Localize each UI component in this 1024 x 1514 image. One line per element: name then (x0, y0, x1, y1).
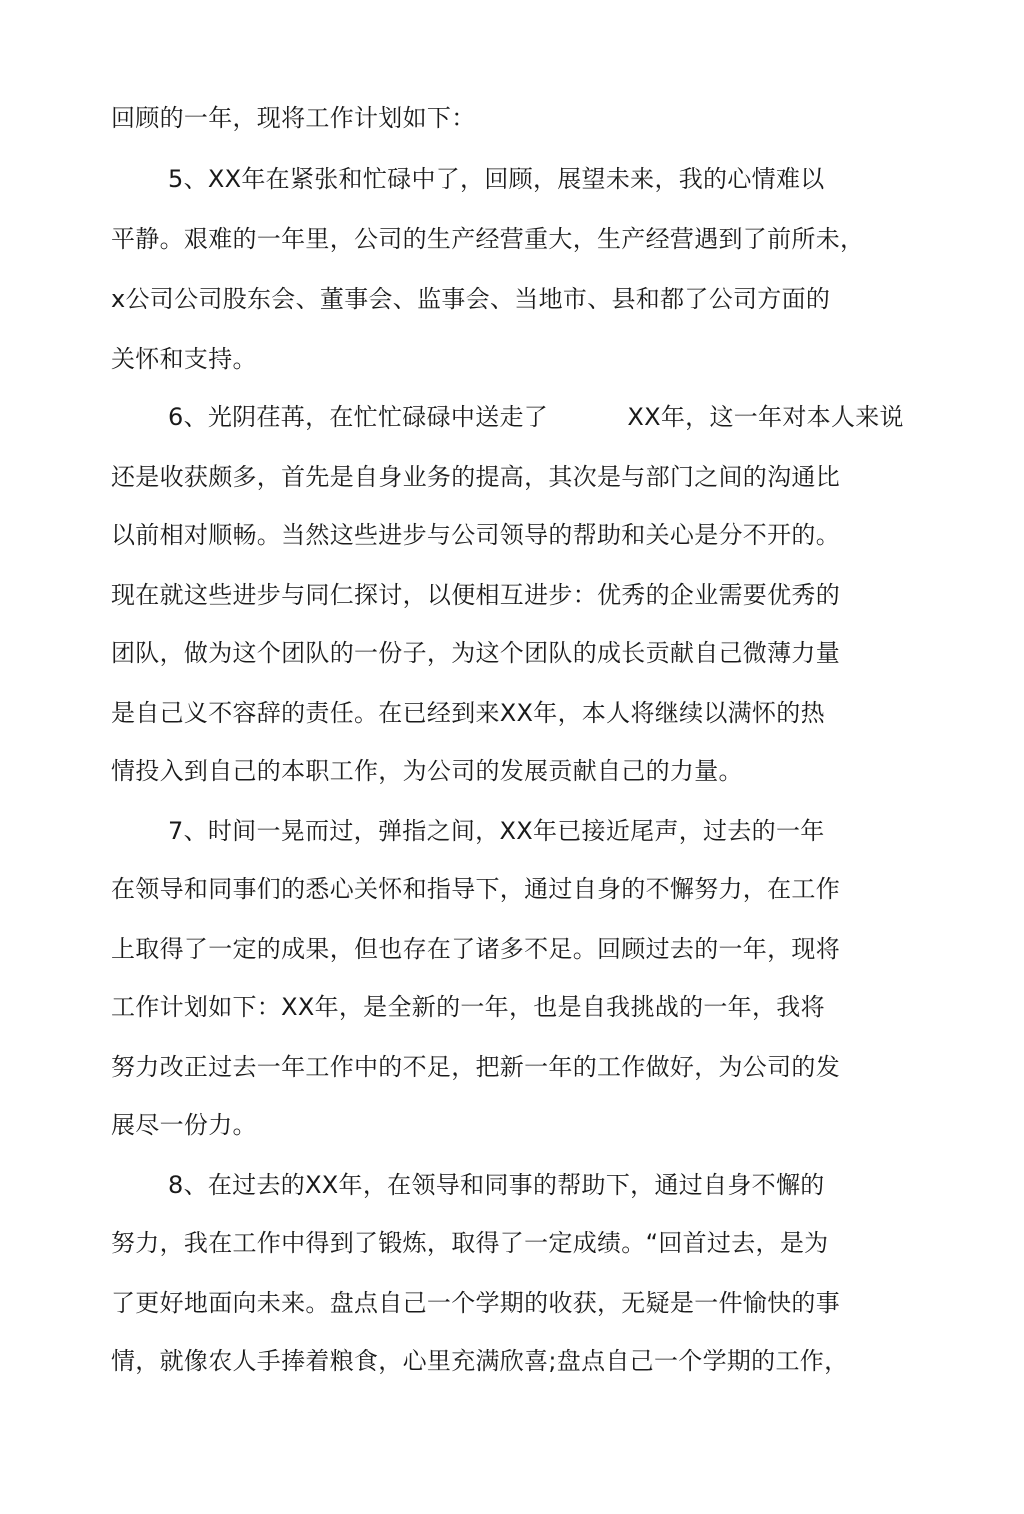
text-line: 团队，做为这个团队的一份子，为这个团队的成长贡献自己微薄力量 (111, 639, 840, 667)
text-line: 5、XX年在紧张和忙碌中了，回顾，展望未来，我的心情难以 (168, 165, 825, 193)
text-line: 情投入到自己的本职工作，为公司的发展贡献自己的力量。 (111, 757, 743, 785)
text-line: 现在就这些进步与同仁探讨，以便相互进步：优秀的企业需要优秀的 (111, 581, 840, 609)
text-line: 还是收获颇多，首先是自身业务的提高，其次是与部门之间的沟通比 (111, 463, 840, 491)
text-line: x公司公司股东会、董事会、监事会、当地市、县和都了公司方面的 (111, 285, 831, 313)
text-line: 平静。艰难的一年里，公司的生产经营重大，生产经营遇到了前所未， (111, 225, 865, 253)
text-line: 努力，我在工作中得到了锻炼，取得了一定成绩。“回首过去，是为 (111, 1229, 829, 1257)
text-line: 关怀和支持。 (111, 345, 257, 373)
text-line: 7、时间一晃而过，弹指之间，XX年已接近尾声，过去的一年 (168, 817, 825, 845)
text-line: 情，就像农人手捧着粮食，心里充满欣喜;盘点自己一个学期的工作， (111, 1347, 849, 1375)
text-line: 8、在过去的XX年，在领导和同事的帮助下，通过自身不懈的 (168, 1171, 825, 1199)
text-line: 6、光阴荏苒，在忙忙碌碌中送走了 XX年，这一年对本人来说 (168, 403, 904, 431)
text-line: 工作计划如下：XX年，是全新的一年，也是自我挑战的一年，我将 (111, 993, 825, 1021)
text-line: 是自己义不容辞的责任。在已经到来XX年，本人将继续以满怀的热 (111, 699, 825, 727)
text-line: 了更好地面向未来。盘点自己一个学期的收获，无疑是一件愉快的事 (111, 1289, 840, 1317)
text-line: 在领导和同事们的悉心关怀和指导下，通过自身的不懈努力，在工作 (111, 875, 840, 903)
text-line: 回顾的一年，现将工作计划如下： (111, 104, 476, 132)
text-line: 努力改正过去一年工作中的不足，把新一年的工作做好，为公司的发 (111, 1053, 840, 1081)
text-line: 以前相对顺畅。当然这些进步与公司领导的帮助和关心是分不开的。 (111, 521, 840, 549)
text-line: 上取得了一定的成果，但也存在了诸多不足。回顾过去的一年，现将 (111, 935, 840, 963)
text-line: 展尽一份力。 (111, 1111, 257, 1139)
